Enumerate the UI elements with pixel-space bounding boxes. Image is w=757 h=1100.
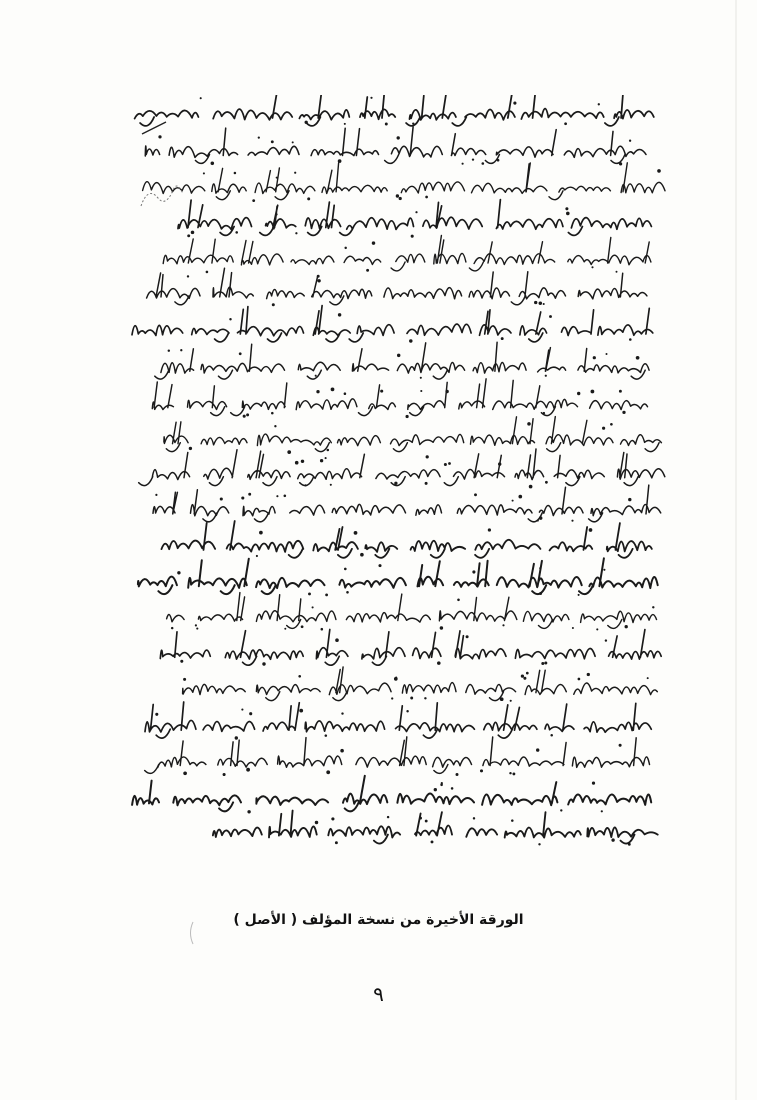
handwriting-dot (274, 425, 276, 427)
handwriting-dot (391, 697, 393, 699)
handwritten-line (143, 163, 665, 202)
handwriting-dot (394, 677, 398, 681)
handwriting-dot (472, 158, 474, 160)
handwriting-dot (312, 606, 314, 608)
handwriting-dot (189, 447, 192, 450)
handwriting-dot (565, 207, 568, 210)
handwriting-dot (409, 339, 412, 342)
handwriting-dot (241, 709, 243, 711)
handwriting-dot (335, 841, 338, 844)
handwriting-dot (298, 675, 301, 678)
handwriting-dot (545, 375, 547, 377)
handwriting-stroke (155, 342, 649, 379)
handwritten-line (167, 593, 657, 631)
handwritten-line (163, 236, 651, 274)
handwriting-dot (431, 840, 434, 843)
handwriting-dot (325, 594, 328, 597)
handwriting-dot (366, 269, 369, 272)
handwriting-dot (249, 712, 252, 715)
handwriting-dot (325, 734, 328, 737)
handwriting-stroke (183, 667, 658, 701)
handwritten-line (162, 521, 652, 558)
handwriting-dot (571, 520, 573, 522)
handwriting-dot (415, 211, 417, 213)
handwriting-dot (616, 271, 618, 273)
handwriting-dot (200, 97, 202, 99)
handwriting-dot (424, 697, 426, 699)
handwriting-dot (284, 495, 287, 498)
handwriting-dot (344, 247, 346, 249)
handwriting-dot (256, 555, 258, 557)
handwriting-stroke (163, 236, 651, 271)
handwriting-dot (474, 493, 477, 496)
handwriting-dot (510, 700, 512, 702)
handwriting-dot (518, 495, 522, 499)
handwritten-line (153, 485, 661, 522)
handwriting-dot (305, 484, 307, 486)
handwriting-dot (295, 232, 297, 234)
handwriting-dot (652, 606, 654, 608)
handwriting-dot (344, 568, 347, 571)
handwriting-dot (591, 266, 593, 268)
handwriting-dot (195, 624, 197, 626)
handwriting-stroke (162, 521, 652, 558)
handwriting-stroke (145, 737, 650, 774)
handwriting-dot (539, 592, 542, 595)
handwriting-dot (271, 140, 274, 143)
handwriting-dot (315, 821, 318, 824)
handwriting-stroke (138, 558, 658, 594)
handwriting-dot (420, 390, 422, 392)
handwriting-dot (223, 773, 226, 776)
handwriting-dot (589, 528, 593, 532)
handwriting-dot (239, 352, 242, 355)
handwriting-dot (412, 122, 414, 124)
handwriting-dot (411, 235, 414, 238)
handwriting-stroke (145, 702, 651, 738)
handwriting-dot (229, 318, 231, 320)
handwriting-dot (326, 770, 330, 774)
handwriting-dot (457, 599, 460, 602)
handwriting-dot (497, 159, 500, 162)
handwriting-dot (550, 734, 553, 737)
handwriting-dot (346, 591, 349, 594)
handwriting-dot (622, 411, 625, 414)
handwriting-stroke (178, 200, 651, 236)
handwriting-dot (243, 415, 246, 418)
handwriting-dot (605, 639, 607, 641)
margin-stroke-mark (140, 118, 170, 138)
handwriting-dot (399, 197, 402, 200)
handwriting-dot (425, 482, 428, 485)
handwriting-dot (252, 199, 255, 202)
handwriting-dot (220, 497, 223, 500)
handwriting-dot (294, 172, 296, 174)
handwriting-dot (307, 197, 310, 200)
handwriting-dot (501, 337, 504, 340)
handwriting-dot (451, 787, 454, 790)
handwriting-dot (275, 213, 277, 215)
handwriting-dot (538, 843, 540, 845)
handwriting-dot (155, 494, 157, 496)
handwriting-dot (180, 660, 183, 663)
handwriting-dot (259, 531, 263, 535)
handwriting-dot (246, 768, 250, 772)
handwriting-stroke (135, 95, 654, 126)
handwriting-dot (628, 498, 631, 501)
handwriting-dot (191, 231, 195, 235)
handwriting-dot (534, 301, 537, 304)
handwritten-manuscript (120, 95, 680, 865)
handwriting-dot (529, 485, 533, 489)
handwriting-dot (549, 315, 552, 318)
handwritten-line (178, 200, 651, 238)
handwriting-dot (426, 455, 429, 458)
handwriting-dot (385, 123, 388, 126)
handwriting-dot (481, 162, 484, 165)
handwriting-dot (441, 782, 443, 784)
handwriting-dot (440, 626, 443, 629)
handwriting-dot (509, 772, 511, 774)
handwriting-dot (305, 121, 308, 124)
handwriting-dot (593, 356, 596, 359)
handwriting-dot (610, 423, 613, 426)
handwriting-dot (331, 388, 335, 392)
handwriting-dot (513, 102, 516, 105)
handwriting-stroke (160, 630, 661, 666)
handwriting-dot (387, 816, 389, 818)
handwritten-line (132, 306, 653, 343)
handwriting-dot (636, 356, 640, 360)
handwriting-dot (512, 500, 514, 502)
handwriting-dot (629, 140, 631, 142)
handwriting-dot (625, 625, 628, 628)
handwriting-dot (406, 710, 408, 712)
handwriting-dot (344, 123, 346, 125)
handwriting-dot (397, 354, 400, 357)
handwriting-dot (527, 422, 531, 426)
handwriting-stroke (152, 379, 647, 416)
handwriting-stroke (164, 417, 662, 452)
handwriting-dot (295, 461, 299, 465)
handwriting-dot (619, 390, 622, 393)
handwriting-dot (596, 628, 598, 630)
handwriting-dot (628, 843, 631, 846)
handwriting-dot (587, 673, 590, 676)
handwriting-dot (577, 392, 580, 395)
handwriting-dot (425, 820, 428, 823)
handwriting-dot (543, 303, 545, 305)
handwriting-dot (591, 390, 595, 394)
handwriting-dot (235, 736, 238, 739)
handwritten-line (164, 417, 662, 454)
handwritten-line (145, 702, 651, 740)
handwriting-dot (572, 627, 574, 629)
handwriting-stroke (132, 306, 653, 342)
handwriting-dot (327, 449, 330, 452)
handwriting-dot (647, 677, 649, 679)
handwriting-dot (536, 748, 539, 751)
handwriting-dot (378, 564, 381, 567)
handwriting-stroke (153, 485, 661, 522)
handwriting-dot (448, 462, 451, 465)
handwriting-dot (344, 392, 347, 395)
handwriting-dot (462, 163, 464, 165)
handwriting-dot (526, 672, 529, 675)
handwriting-dot (340, 749, 344, 753)
handwriting-dot (500, 697, 504, 701)
handwritten-line (135, 95, 654, 126)
handwriting-stroke (147, 268, 647, 305)
handwriting-dot (341, 712, 343, 714)
handwriting-dot (272, 303, 275, 306)
handwriting-dot (566, 212, 570, 216)
handwriting-dot (611, 838, 614, 841)
handwriting-dot (598, 103, 600, 105)
handwriting-dot (511, 819, 514, 822)
handwriting-dot (512, 772, 515, 775)
handwriting-dot (206, 271, 209, 274)
handwriting-dot (187, 234, 190, 237)
handwriting-dot (330, 484, 332, 486)
handwritten-line (213, 811, 658, 846)
handwriting-dot (177, 571, 180, 574)
handwriting-dot (380, 390, 383, 393)
handwriting-dot (657, 169, 661, 173)
handwriting-dot (301, 460, 304, 463)
handwriting-dot (308, 592, 311, 595)
handwriting-dot (473, 817, 475, 819)
handwriting-dot (246, 413, 249, 416)
handwriting-stroke (143, 163, 665, 200)
handwriting-dot (578, 594, 580, 596)
handwriting-dot (203, 172, 205, 174)
handwriting-dot (619, 162, 622, 165)
handwriting-dot (183, 771, 187, 775)
handwriting-dot (603, 569, 605, 571)
handwriting-dot (629, 338, 632, 341)
handwriting-dot (317, 279, 320, 282)
handwriting-dot (183, 678, 186, 681)
handwriting-stroke (213, 811, 658, 844)
handwriting-dot (578, 678, 581, 681)
handwriting-dot (258, 136, 260, 138)
handwritten-line (145, 127, 646, 166)
handwriting-dot (397, 136, 400, 139)
manuscript-drawing (120, 95, 680, 865)
handwriting-dot (406, 415, 409, 418)
handwriting-stroke (132, 776, 651, 812)
handwriting-stroke (139, 449, 665, 486)
handwriting-dot (370, 97, 372, 99)
handwriting-dot (444, 463, 447, 466)
handwriting-stroke (145, 127, 646, 164)
handwritten-line (160, 630, 661, 666)
handwriting-dot (187, 275, 189, 277)
handwritten-line (139, 449, 665, 488)
handwritten-line (183, 667, 658, 702)
handwriting-dot (605, 353, 607, 355)
handwriting-dot (539, 567, 541, 569)
handwriting-dot (335, 638, 339, 642)
page-number: ٩ (373, 982, 384, 1006)
handwriting-dot (544, 661, 547, 664)
scan-edge (735, 0, 737, 1100)
handwritten-line (155, 342, 649, 379)
handwriting-dot (523, 677, 526, 680)
handwriting-dot (419, 817, 422, 820)
handwriting-dot (445, 390, 448, 393)
handwriting-dot (247, 810, 250, 813)
handwriting-dot (537, 520, 539, 522)
handwriting-dot (299, 709, 303, 713)
margin-annotation-mark (138, 176, 186, 216)
handwriting-dot (543, 412, 545, 414)
handwriting-dot (372, 241, 375, 244)
handwriting-dot (488, 528, 491, 531)
handwriting-dot (602, 427, 605, 430)
handwriting-dot (301, 625, 304, 628)
handwriting-stroke (167, 593, 657, 629)
handwriting-dot (196, 628, 198, 630)
handwriting-dot (317, 275, 320, 278)
handwritten-line (152, 379, 647, 418)
handwriting-dot (521, 674, 524, 677)
handwriting-dot (276, 177, 278, 179)
handwriting-dot (410, 697, 413, 700)
handwriting-dot (155, 713, 158, 716)
handwriting-dot (276, 495, 278, 497)
handwriting-dot (502, 624, 504, 626)
handwriting-dot (248, 493, 251, 496)
handwriting-dot (171, 627, 173, 629)
handwritten-line (138, 558, 658, 596)
handwriting-dot (360, 553, 364, 557)
handwriting-dot (271, 412, 274, 415)
handwriting-dot (456, 773, 459, 776)
handwriting-dot (394, 482, 397, 485)
handwriting-dot (472, 570, 475, 573)
handwriting-dot (321, 628, 324, 631)
handwriting-dot (262, 662, 265, 665)
handwritten-line (145, 737, 650, 776)
handwriting-dot (331, 817, 334, 820)
handwriting-dot (498, 462, 501, 465)
handwriting-dot (434, 788, 437, 791)
handwriting-dot (316, 390, 319, 393)
handwriting-dot (564, 122, 567, 125)
handwriting-dot (420, 377, 422, 379)
handwriting-dot (315, 375, 317, 377)
handwriting-dot (234, 172, 237, 175)
handwriting-dot (601, 810, 603, 812)
handwriting-dot (592, 782, 595, 785)
figure-caption: الورقة الأخيرة من نسخة المؤلف ( الأصل ) (233, 912, 524, 928)
handwriting-dot (541, 662, 544, 665)
handwriting-dot (539, 302, 542, 305)
handwritten-line (147, 268, 647, 306)
handwriting-dot (354, 531, 358, 535)
handwriting-dot (287, 450, 291, 454)
handwriting-dot (560, 809, 562, 811)
handwriting-dot (320, 459, 323, 462)
handwriting-dot (396, 194, 399, 197)
handwriting-dot (480, 769, 483, 772)
handwriting-dot (292, 141, 294, 143)
handwriting-dot (619, 744, 622, 747)
handwriting-dot (539, 516, 542, 519)
handwriting-dot (425, 196, 428, 199)
handwriting-dot (180, 349, 182, 351)
handwriting-dot (284, 628, 286, 630)
handwriting-dot (211, 162, 215, 166)
handwriting-dot (545, 481, 548, 484)
handwriting-dot (241, 496, 244, 499)
handwriting-dot (168, 349, 170, 351)
handwriting-dot (235, 231, 238, 234)
handwriting-dot (325, 457, 327, 459)
handwriting-dot (466, 635, 469, 638)
handwriting-dot (437, 661, 441, 665)
handwriting-dot (338, 313, 341, 316)
handwritten-line (132, 776, 651, 814)
